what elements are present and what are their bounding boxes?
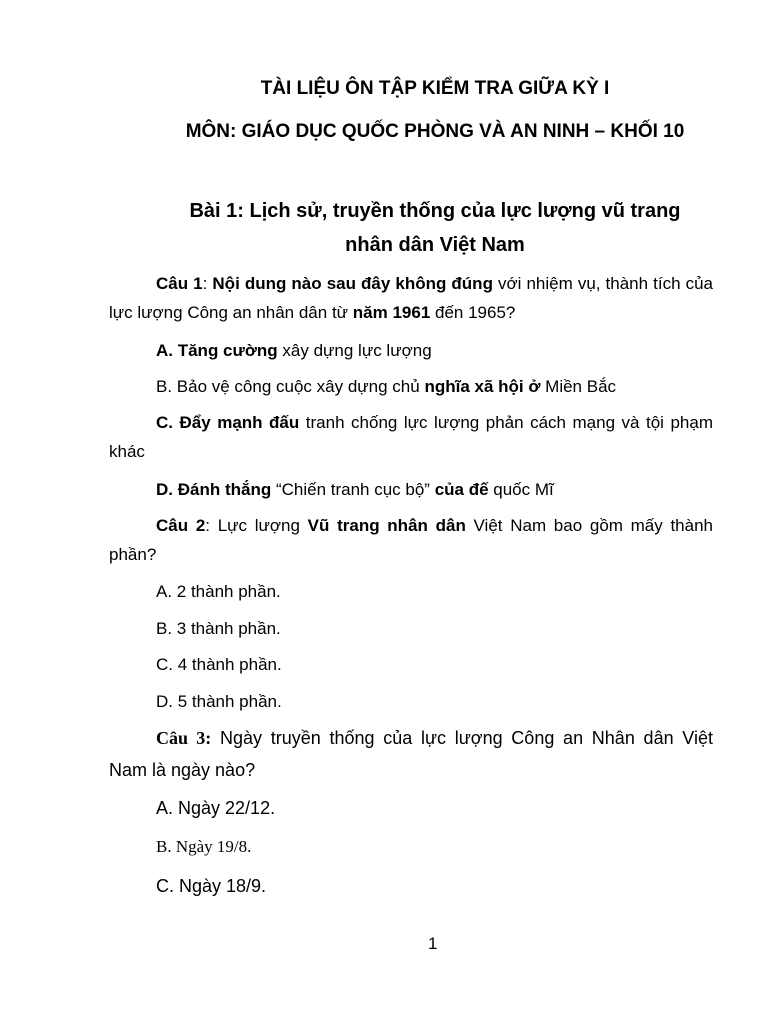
lesson-heading-line-1: Bài 1: Lịch sử, truyền thống của lực lượng vũ trang bbox=[189, 200, 681, 222]
question-1-option-a: A. Tăng cường xây dựng lực lượng bbox=[156, 341, 432, 360]
lesson-heading-line-2: nhân dân Việt Nam bbox=[345, 234, 525, 256]
question-1-option-d: D. Đánh thắng “Chiến tranh cục bộ” của đế quốc Mĩ bbox=[156, 480, 554, 499]
question-3-stem: Câu 3: Ngày truyền thống của lực lượng Công an Nhân dân Việt bbox=[156, 728, 713, 748]
question-2-stem-line-2: phần? bbox=[109, 545, 157, 564]
question-label: Câu 3: bbox=[156, 728, 212, 748]
question-2-option-a: A. 2 thành phần. bbox=[156, 582, 281, 601]
question-3-option-a: A. Ngày 22/12. bbox=[156, 798, 276, 818]
question-3-stem-line-2: Nam là ngày nào? bbox=[109, 760, 256, 780]
question-2-stem: Câu 2: Lực lượng Vũ trang nhân dân Việt Nam bao gồm mấy thành bbox=[156, 516, 714, 535]
page-number: 1 bbox=[428, 934, 438, 953]
question-1-stem-line-2: lực lượng Công an nhân dân từ năm 1961 đến 1965? bbox=[109, 303, 516, 322]
question-3-option-c: C. Ngày 18/9. bbox=[156, 876, 267, 896]
question-1-option-c-line-2: khác bbox=[109, 442, 145, 461]
question-2-option-b: B. 3 thành phần. bbox=[156, 619, 281, 638]
doc-title: TÀI LIỆU ÔN TẬP KIỂM TRA GIỮA KỲ I bbox=[260, 78, 610, 99]
doc-subtitle: MÔN: GIÁO DỤC QUỐC PHÒNG VÀ AN NINH – KHỐI 10 bbox=[185, 121, 685, 142]
question-2-option-d: D. 5 thành phần. bbox=[156, 692, 282, 711]
question-label: Câu 1 bbox=[156, 274, 203, 293]
question-2-option-c: C. 4 thành phần. bbox=[156, 655, 282, 674]
question-1-stem: Câu 1: Nội dung nào sau đây không đúng với nhiệm vụ, thành tích của bbox=[156, 274, 713, 293]
question-1-option-b: B. Bảo vệ công cuộc xây dựng chủ nghĩa xã hội ở Miền Bắc bbox=[156, 377, 617, 396]
question-1-option-c: C. Đẩy mạnh đấu tranh chống lực lượng phản cách mạng và tội phạm bbox=[156, 413, 713, 432]
question-label: Câu 2 bbox=[156, 516, 206, 535]
question-3-option-b: B. Ngày 19/8. bbox=[156, 837, 252, 856]
